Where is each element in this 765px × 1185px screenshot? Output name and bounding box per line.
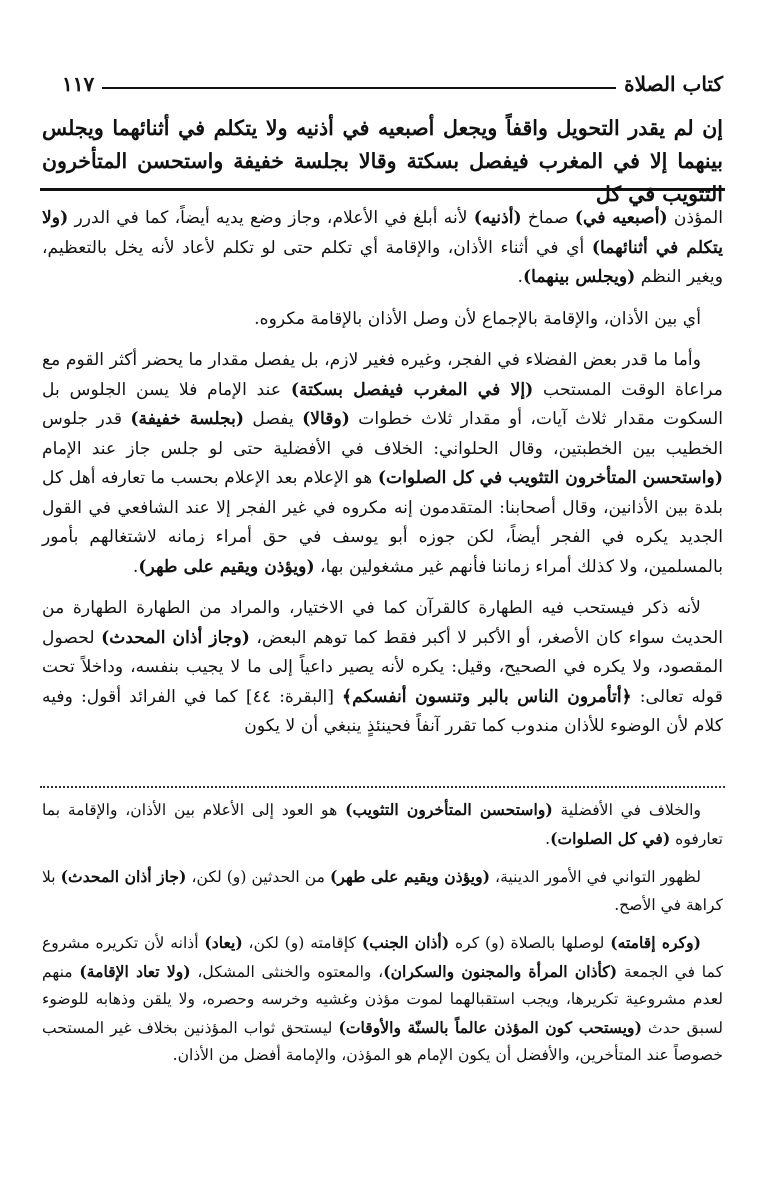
commentary-paragraph [42, 346, 723, 582]
bold-quote: (ويجلس بينهما) [523, 267, 636, 287]
bold-quote: (أذنيه) [473, 208, 522, 228]
bold-quote: (وكره إقامته) [610, 933, 701, 952]
header-rule [102, 87, 616, 89]
text-run: . [132, 556, 139, 577]
bold-quote: (أصبعيه في) [574, 208, 668, 228]
bold-quote: (ويؤذن ويقيم على طهر) [329, 867, 491, 886]
text-run: لأنه أبلغ في الأعلام، وجاز وضع يديه أيضاً، كما في الدرر [68, 208, 474, 228]
main-text-divider [40, 188, 725, 191]
text-run: بلا كراهة في الأصح. [42, 868, 723, 914]
bold-quote: (واستحسن المتأخرون التثويب في كل الصلوات) [377, 468, 723, 488]
main-text-paragraph: إن لم يقدر التحويل واقفاً ويجعل أصبعيه في أذنيه ولا يتكلم في أثنائهما ويجلس بينهما إلا في المغرب فيفصل بسكتة وقالا بجلسة خفيفة واستحسن المتأخرون التثويب في كل [42, 116, 723, 206]
text-run: المؤذن [667, 208, 723, 228]
running-header [62, 64, 723, 96]
commentary [42, 204, 723, 754]
bold-quote: (ولا تعاد الإقامة) [79, 961, 191, 981]
text-run: أي بين الأذان، والإقامة بالإجماع لأن وصل الأذان بالإقامة مكروه. [254, 308, 701, 329]
footnote-paragraph [42, 796, 723, 853]
footnote-paragraph [42, 929, 723, 1070]
commentary-paragraph [42, 305, 723, 335]
text-run: لأنه ذكر فيستحب فيه الطهارة كالقرآن كما في الاختيار، والمراد من الطهارة الطهارة من الحديث سواء كان الأصغر، أو الأكبر لا أكبر فقط كما توهم البعض، [42, 598, 723, 648]
bold-quote: (ويستحب كون المؤذن عالماً بالسنّة والأوقات) [338, 1017, 642, 1037]
commentary-paragraph [42, 204, 723, 293]
chapter-title: كتاب الصلاة [624, 72, 723, 96]
page-number: ١١٧ [62, 72, 95, 96]
footnotes [42, 796, 723, 1080]
text-run: هو الإعلام بعد الإعلام بحسب ما تعارفه أهل كل بلدة بين الأذانين، وقال أصحابنا: المتقدمون إنه مكروه في غير الفجر إلا عند الشافعي في القول الجديد يكره في الفجر أيضاً، لكن جوزه أبو يوسف في حق أمراء زمانه لاشتغالهم بأمور بالمسلمين، ولا كذلك أمراء زماننا فأنهم غير مشغولين بها، [42, 468, 723, 577]
text-run: لحصول المقصود، ولا يكره في الصحيح، وقيل: يكره لأنه يصير داعياً إلى ما لا يجيب بنفسه، وداخلاً تحت قوله تعالى: [42, 627, 723, 707]
text-run: أذانه لأن تكريره مشروع كما في الجمعة [42, 934, 723, 981]
text-run: منهم لعدم مشروعية تكريرها، ويجب استقبالهما لموت مؤذن وغشيه وخرسه وحصره، ولا يلقن وذهابه للوضوء لسبق حدث [42, 962, 723, 1037]
text-run: صماخ [521, 208, 575, 228]
text-run: عند الإمام فلا يسن الجلوس بل السكوت مقدار ثلاث آيات، أو مقدار ثلاث خطوات [42, 379, 724, 429]
text-run: لظهور التواني في الأمور الدينية، [490, 868, 701, 886]
text-run: كإقامته (و) لكن، [242, 934, 362, 952]
bold-quote: (ولا يتكلم في أثنائهما) [42, 208, 723, 258]
bold-quote: (في كل الصلوات) [550, 828, 671, 848]
bold-quote: (كأذان المرأة والمجنون والسكران) [383, 961, 618, 981]
bold-quote: (يعاد) [204, 933, 243, 952]
main-text [42, 112, 723, 211]
notes-divider [40, 786, 725, 788]
bold-quote: (وقالا) [302, 409, 350, 429]
bold-quote: (إلا في المغرب فيفصل بسكتة) [290, 379, 534, 400]
bold-quote: (ويؤذن ويقيم على طهر) [138, 556, 315, 577]
text-run: لوصلها بالصلاة (و) كره [449, 934, 611, 952]
bold-quote: (بجلسة خفيفة) [130, 409, 245, 429]
text-run: ليستحق ثواب المؤذنين بخلاف غير المستحب خصوصاً عند المتأخرين، والأفضل أن يكون الإمام هو المؤذن، والإمامة أفضل من الأذان. [42, 1018, 723, 1064]
text-run: . [545, 829, 551, 848]
commentary-paragraph [42, 594, 723, 742]
bold-quote: (وجاز أذان المحدث) [101, 627, 250, 648]
text-run: . [517, 267, 523, 287]
bold-quote: (جاز أذان المحدث) [60, 867, 187, 886]
text-run: [البقرة: ٤٤] كما في الفرائد أقول: وفيه كلام لأن الوضوء للأذان مندوب كما تقرر آنفاً فحينئذٍ ينبغي أن لا يكون [42, 686, 723, 736]
text-run: والخلاف في الأفضلية [552, 801, 701, 819]
text-run: يفصل [244, 409, 303, 429]
text-run: قدر جلوس الخطيب بين الخطبتين، وقال الحلواني: الخلاف في الأفضلية حتى لو جلس جاز عند الإمام [42, 409, 723, 459]
text-run: وأما ما قدر بعض الفضلاء في الفجر، وغيره فغير لازم، بل يفصل مقدار ما يحضر أكثر القوم مع مراعاة الوقت المستحب [42, 350, 723, 400]
text-run: ، والمعتوه والخنثى المشكل، [190, 962, 384, 981]
text-run: من الحدثين (و) لكن، [186, 868, 330, 886]
bold-quote: ﴿أتأمرون الناس بالبر وتنسون أنفسكم﴾ [342, 686, 632, 707]
text-run: هو العود إلى الأعلام بين الأذان، والإقامة بما تعارفوه [42, 801, 723, 848]
text-run: أي في أثناء الأذان، والإقامة أي تكلم حتى لو تكلم لأعاد لأنه يخل بالتعظيم، ويغير النظم [42, 237, 723, 287]
bold-quote: (واستحسن المتأخرون التثويب) [345, 800, 553, 819]
footnote-paragraph [42, 863, 723, 919]
bold-quote: (أذان الجنب) [361, 933, 450, 952]
